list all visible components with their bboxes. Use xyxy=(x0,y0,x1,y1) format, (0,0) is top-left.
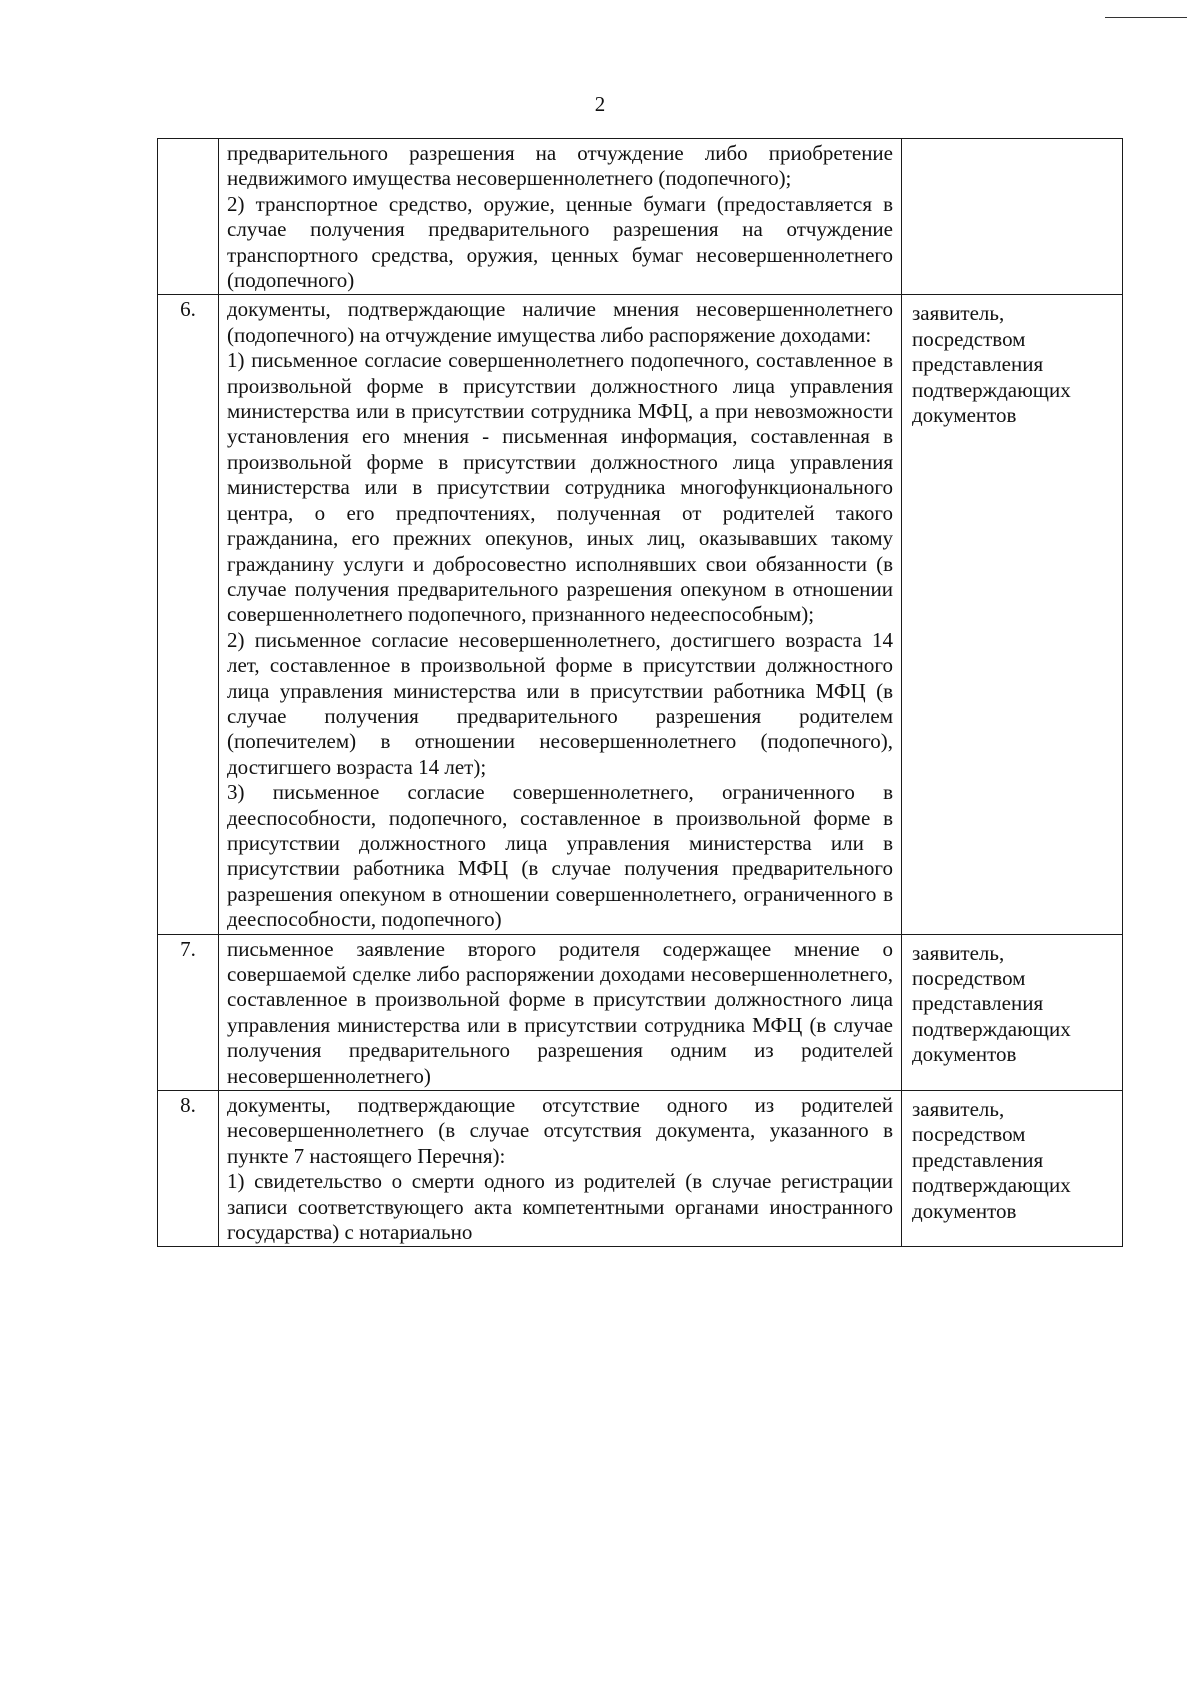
corner-scan-line xyxy=(1105,17,1187,18)
document-source: заявитель, посредством представления подтверждающих документов xyxy=(902,295,1123,934)
description-paragraph: документы, подтверждающие наличие мнения несовершеннолетнего (подопечного) на отчуждение имущества либо распоряжение доходами: xyxy=(227,297,893,347)
description-paragraph: 2) письменное согласие несовершеннолетнего, достигшего возраста 14 лет, составленное в произвольной форме в присутствии должностного лица управления министерства или в присутствии работника МФЦ (в случае получения предварительного разрешения родителем (попечителем) в отношении несовершеннолетнего (подопечного), достигшего возраста 14 лет); xyxy=(227,627,893,779)
documents-table xyxy=(157,138,1123,1247)
table-row xyxy=(158,139,1123,295)
description-paragraph: 2) транспортное средство, оружие, ценные бумаги (предоставляется в случае получения предварительного разрешения на отчуждение транспортного средства, оружия, ценных бумаг несовершеннолетнего (подопечного) xyxy=(227,191,893,293)
description-paragraph: письменное заявление второго родителя содержащее мнение о совершаемой сделке либо распоряжении доходами несовершеннолетнего, составленное в произвольной форме в присутствии должностного лица управления министерства или в присутствии сотрудника МФЦ (в случае получения предварительного разрешения одним из родителей несовершеннолетнего) xyxy=(227,936,893,1088)
document-description xyxy=(219,295,902,934)
description-paragraph: 3) письменное согласие совершеннолетнего, ограниченного в дееспособности, подопечного, составленное в произвольной форме в присутствии должностного лица управления министерства или в присутствии работника МФЦ (в случае получения предварительного разрешения опекуном в отношении совершеннолетнего, ограниченного в дееспособности, подопечного) xyxy=(227,780,893,932)
row-number xyxy=(158,139,219,295)
table-row xyxy=(158,1091,1123,1247)
description-paragraph: 1) письменное согласие совершеннолетнего подопечного, составленное в произвольной форме в присутствии должностного лица управления министерства или в присутствии сотрудника МФЦ, а при невозможности установления его мнения - письменная информация, составленная в произвольной форме в присутствии должностного лица управления министерства или в присутствии сотрудника многофункционального центра, о его предпочтениях, полученная от родителей такого гражданина, его прежних опекунов, иных лиц, оказывавших такому гражданину услуги и добросовестно исполнявших свои обязанности (в случае получения предварительного разрешения опекуном в отношении совершеннолетнего подопечного, признанного недееспособным); xyxy=(227,348,893,627)
document-description xyxy=(219,934,902,1090)
row-number: 6. xyxy=(158,295,219,934)
page-number: 2 xyxy=(594,92,606,116)
table-row xyxy=(158,295,1123,934)
description-paragraph: предварительного разрешения на отчуждение либо приобретение недвижимого имущества несовершеннолетнего (подопечного); xyxy=(227,141,893,191)
document-description xyxy=(219,139,902,295)
row-number: 7. xyxy=(158,934,219,1090)
table-row xyxy=(158,934,1123,1090)
description-paragraph: документы, подтверждающие отсутствие одного из родителей несовершеннолетнего (в случае отсутствия документа, указанного в пункте 7 настоящего Перечня): xyxy=(227,1093,893,1168)
row-number: 8. xyxy=(158,1091,219,1247)
description-paragraph: 1) свидетельство о смерти одного из родителей (в случае регистрации записи соответствующего акта компетентными органами иностранного государства) с нотариально xyxy=(227,1169,893,1245)
document-source: заявитель, посредством представления подтверждающих документов xyxy=(902,1091,1123,1247)
document-description xyxy=(219,1091,902,1247)
document-source: заявитель, посредством представления подтверждающих документов xyxy=(902,934,1123,1090)
document-source xyxy=(902,139,1123,295)
